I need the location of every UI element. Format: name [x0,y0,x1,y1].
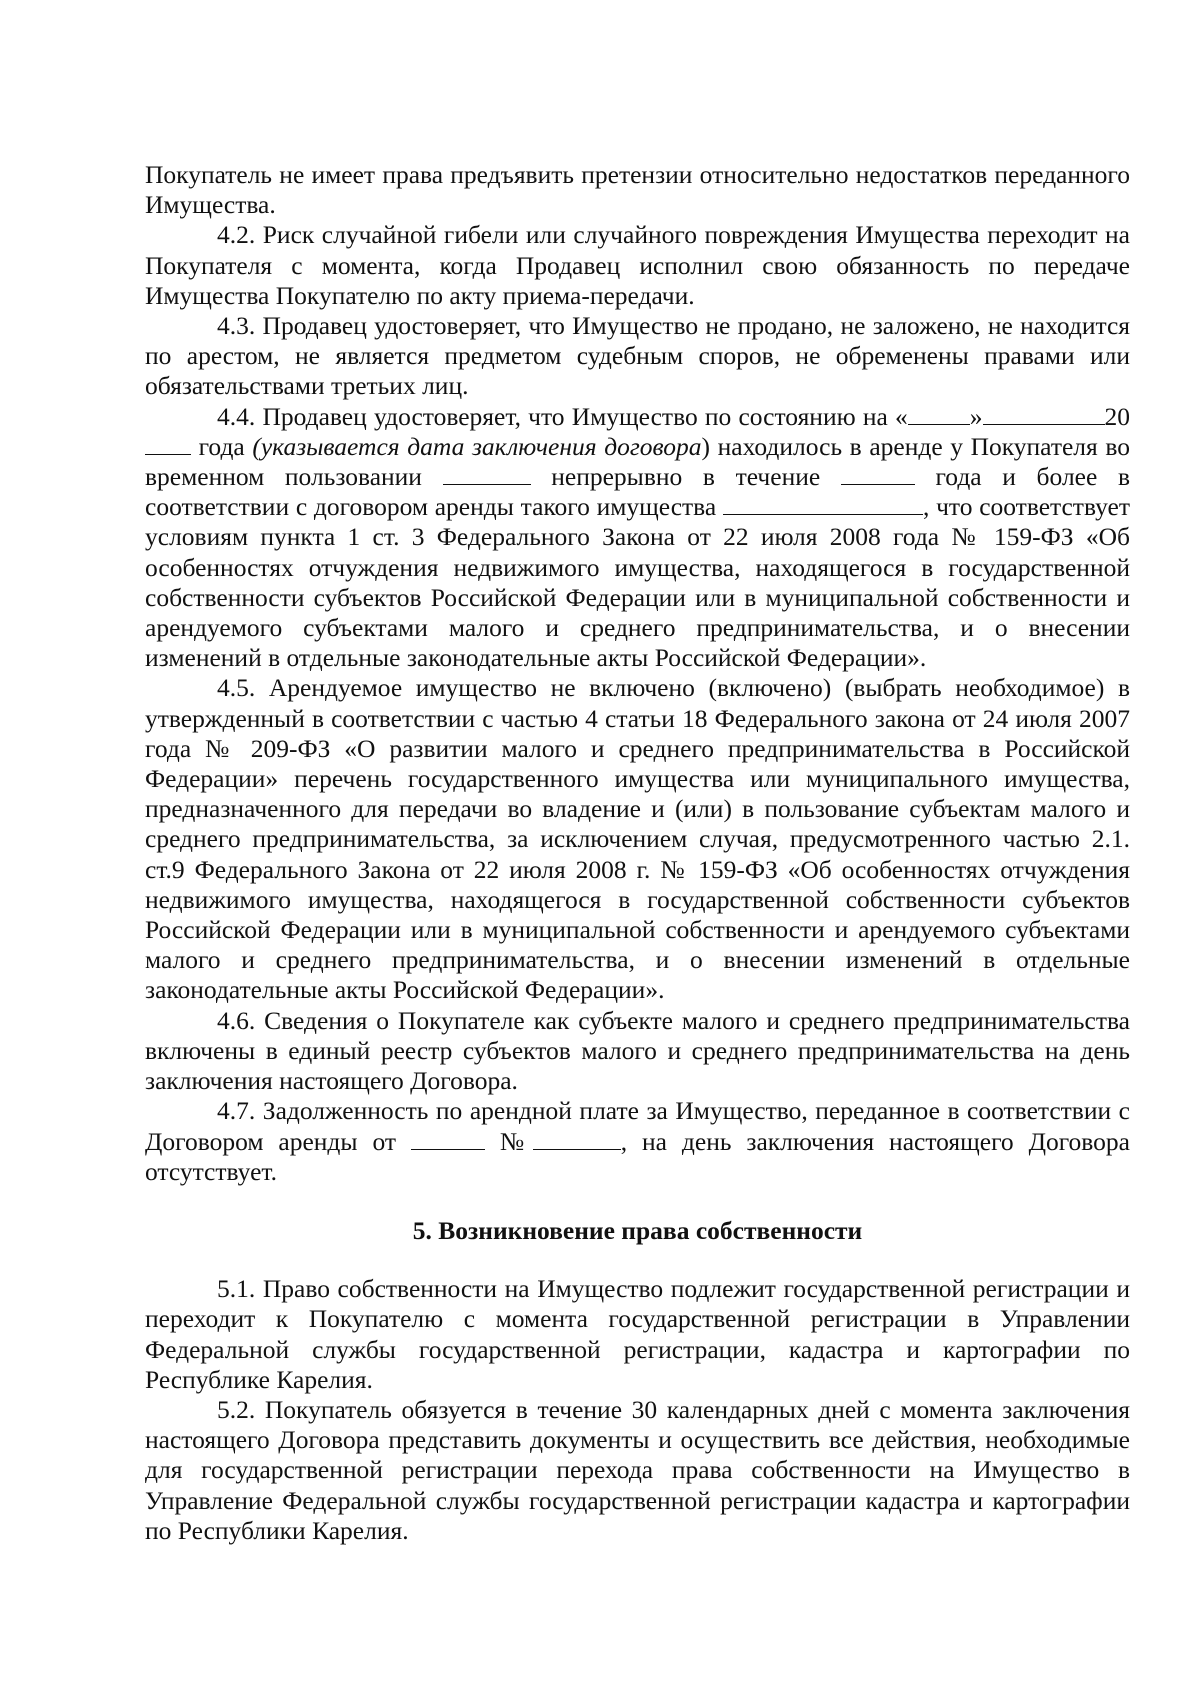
clause-4-4-cont3: года и более в соответствии с договором аренды такого имущества [145,462,1130,522]
section-5-heading: 5. Возникновение права собственности [412,1215,863,1245]
clause-4-7 [145,1096,1130,1187]
number-sign: № [484,1126,533,1156]
quote-close: » [969,401,983,431]
clause-4-4-end: , что соответствует условиям пункта 1 ст. 3 Федерального Закона от 22 июля 2008 года № 159-ФЗ «Об особенностях отчуждения недвижимого имущества, находящегося в государственной собственности субъектов Российской Федерации или в муниципальной собственности и арендуемого субъектами малого и среднего предпринимательства, и о внесении изменений в отдельные законодательные акты Российской Федерации». [145,492,1130,673]
usage-blank[interactable] [443,462,531,485]
year-blank[interactable] [145,432,191,455]
month-blank[interactable] [983,402,1105,425]
lease-date-blank[interactable] [411,1127,485,1150]
duration-blank[interactable] [841,462,915,485]
clause-4-7-end: , на день заключения настоящего Договора отсутствует. [145,1126,1130,1186]
contract-date-note: (указывается дата заключения договора [252,431,702,461]
clause-4-7-start: 4.7. Задолженность по арендной плате за Имущество, переданное в соответствии с Договором аренды от [145,1096,1130,1156]
quote-open: « [895,401,908,431]
document-page [145,160,1130,1546]
lease-contract-blank[interactable] [723,492,923,515]
intro-paragraph: Покупатель не имеет права предъявить претензии относительно недостатков переданного Имущества. [145,160,1130,220]
year-suffix: года [191,431,253,461]
clause-4-4-cont2: непрерывно в течение [530,462,841,492]
clause-5-2: 5.2. Покупатель обязуется в течение 30 календарных дней с момента заключения настоящего Договора представить документы и осуществить все действия, необходимые для государственной регистрации перехода права собственности на Имущество в Управление Федеральной службы государственной регистрации кадастра и картографии по Республики Карелия. [145,1394,1130,1545]
clause-4-2: 4.2. Риск случайной гибели или случайного повреждения Имущества переходит на Покупателя с момента, когда Продавец исполнил свою обязанность по передаче Имущества Покупателю по акту приема-передачи. [145,220,1130,310]
clause-4-3: 4.3. Продавец удостоверяет, что Имущество не продано, не заложено, не находится по арестом, не является предметом судебным споров, не обременены правами или обязательствами третьих лиц. [145,311,1130,401]
paren-close: ) [701,431,711,461]
clause-4-4 [145,402,1130,674]
lease-number-blank[interactable] [533,1127,621,1150]
clause-5-1: 5.1. Право собственности на Имущество подлежит государственной регистрации и переходит к Покупателю с момента государственной регистрации в Управлении Федеральной службы государственной регистрации, кадастра и картографии по Республике Карелия. [145,1274,1130,1394]
day-blank[interactable] [908,402,970,425]
clause-4-5: 4.5. Арендуемое имущество не включено (включено) (выбрать необходимое) в утвержденный в соответствии с частью 4 статьи 18 Федерального закона от 24 июля 2007 года № 209-ФЗ «О развитии малого и среднего предпринимательства в Российской Федерации» перечень государственного имущества или муниципального имущества, предназначенного для передачи во владение и (или) в пользование субъектам малого и среднего предпринимательства, за исключением случая, предусмотренного частью 2.1. ст.9 Федерального Закона от 22 июля 2008 г. № 159-ФЗ «Об особенностях отчуждения недвижимого имущества, находящегося в государственной собственности субъектов Российской Федерации или в муниципальной собственности и арендуемого субъектами малого и среднего предпринимательства, и о внесении изменений в отдельные законодательные акты Российской Федерации». [145,673,1130,1005]
clause-4-4-cont1: находилось в аренде у Покупателя во временном пользовании [145,431,1130,492]
clause-4-6: 4.6. Сведения о Покупателе как субъекте малого и среднего предпринимательства включены в единый реестр субъектов малого и среднего предпринимательства на день заключения настоящего Договора. [145,1005,1130,1096]
year-prefix: 20 [1104,401,1130,431]
clause-4-4-start: 4.4. Продавец удостоверяет, что Имущество по состоянию на [217,401,888,431]
